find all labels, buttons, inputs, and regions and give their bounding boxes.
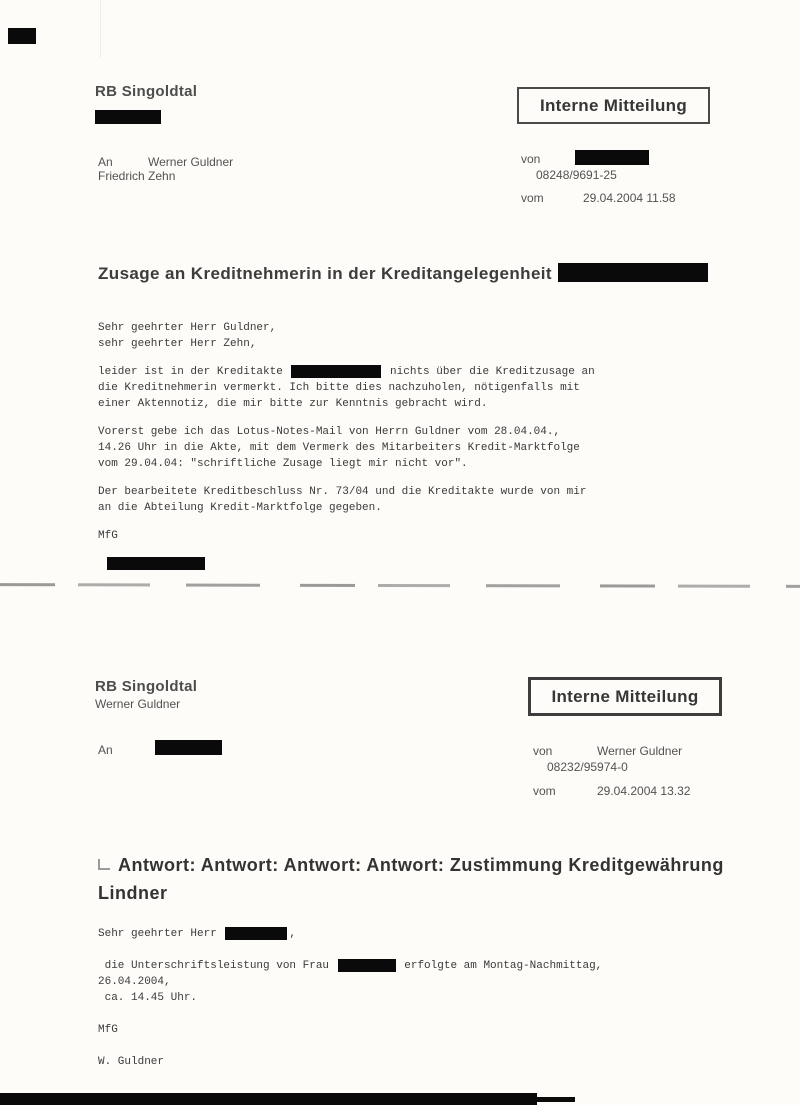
memo2-to-label: An (98, 743, 113, 757)
body-text: nichts über die Kreditzusage an (383, 366, 595, 378)
memo1-date-label: vom (521, 191, 544, 205)
scan-artifact-bottom-bar-tail (537, 1097, 575, 1102)
memo2-company-sub: Werner Guldner (95, 697, 181, 711)
body-line (98, 556, 595, 572)
memo1-interne-mitteilung-box (517, 87, 710, 124)
body-text: die Unterschriftsleistung von Frau (98, 960, 336, 972)
memo2-subject-line1 (98, 851, 788, 879)
memo1-header-redaction-bar (95, 110, 161, 124)
body-line (98, 472, 595, 484)
memo2-body (98, 926, 602, 1070)
body-line (98, 1006, 602, 1022)
body-line (98, 440, 595, 456)
body-line (98, 320, 595, 336)
memo1-subject-line (98, 263, 708, 284)
body-text: 26.04.2004, (98, 976, 171, 988)
body-line (98, 380, 595, 396)
body-text: Sehr geehrter Herr (98, 928, 224, 940)
body-text: sehr geehrter Herr Zehn, (98, 338, 257, 350)
memo2-recipient-redaction-bar (155, 740, 222, 755)
memo2-company-name: RB Singoldtal (95, 678, 198, 695)
body-line (98, 528, 595, 544)
redaction-bar (107, 557, 205, 570)
body-line (98, 990, 602, 1006)
memo2-subject-block (98, 851, 788, 907)
body-line (98, 1022, 602, 1038)
redaction-bar (291, 365, 381, 378)
redaction-bar (338, 959, 396, 972)
body-text: vom 29.04.04: "schriftliche Zusage liegt mir nicht vor". (98, 458, 468, 470)
body-line (98, 1038, 602, 1054)
body-line (98, 364, 595, 380)
memo2-date-value: 29.04.2004 13.32 (597, 784, 691, 798)
memo2-interne-mitteilung-box (528, 677, 722, 716)
memo2-sender-phone: 08232/95974-0 (547, 760, 628, 774)
body-text: MfG (98, 530, 118, 542)
memo1-to-label: An (98, 155, 113, 169)
body-text: Der bearbeitete Kreditbeschluss Nr. 73/04 und die Kreditakte wurde von mir (98, 486, 587, 498)
body-line (98, 942, 602, 958)
body-line (98, 974, 602, 990)
body-text: leider ist in der Kreditakte (98, 366, 290, 378)
body-line (98, 412, 595, 424)
memo1-from-label: von (521, 152, 541, 166)
body-line (98, 352, 595, 364)
memo1-recipient-2: Friedrich Zehn (98, 169, 176, 183)
body-text: erfolgte am Montag-Nachmittag, (397, 960, 603, 972)
memo2-date-label: vom (533, 784, 556, 798)
memo1-box-title: Interne Mitteilung (539, 95, 688, 115)
body-text: Sehr geehrter Herr Guldner, (98, 322, 277, 334)
memo1-body (98, 320, 595, 572)
memo2-sender-name: Werner Guldner (597, 744, 683, 758)
body-line (98, 544, 595, 556)
body-text: die Kreditnehmerin vermerkt. Ich bitte dies nachzuholen, nötigenfalls mit (98, 382, 580, 394)
body-line (98, 336, 595, 352)
body-text: W. Guldner (98, 1056, 165, 1068)
body-text: 14.26 Uhr in die Akte, mit dem Vermerk des Mitarbeiters Kredit-Marktfolge (98, 442, 580, 454)
scan-crease-line (100, 0, 101, 58)
reply-marker-icon (98, 859, 110, 870)
scan-artifact-mark (8, 28, 36, 44)
body-line (98, 926, 602, 942)
body-text: an die Abteilung Kredit-Marktfolge gegeben. (98, 502, 382, 514)
memo2-box-title: Interne Mitteilung (551, 686, 699, 706)
memo2-subject-line2: Lindner (98, 883, 168, 903)
body-text (98, 558, 105, 570)
body-text: MfG (98, 1024, 118, 1036)
body-line (98, 500, 595, 516)
body-line (98, 958, 602, 974)
body-text: einer Aktennotiz, die mir bitte zur Kenntnis gebracht wird. (98, 398, 488, 410)
memo1-date-value: 29.04.2004 11.58 (583, 191, 676, 205)
memo1-subject-text: Zusage an Kreditnehmerin in der Kreditangelegenheit (98, 264, 552, 283)
body-line (98, 456, 595, 472)
body-line (98, 516, 595, 528)
body-line (98, 424, 595, 440)
scan-artifact-bottom-bar (0, 1093, 537, 1105)
memo2-from-label: von (533, 744, 553, 758)
body-line (98, 396, 595, 412)
memo1-sender-redaction-bar (575, 150, 649, 165)
body-line (98, 1054, 602, 1070)
memo1-recipient-1: Werner Guldner (148, 155, 234, 169)
memo1-company-name: RB Singoldtal (95, 83, 198, 100)
body-text: ca. 14.45 Uhr. (98, 992, 198, 1004)
body-line (98, 484, 595, 500)
body-text: Vorerst gebe ich das Lotus-Notes-Mail von Herrn Guldner vom 28.04.04., (98, 426, 561, 438)
scan-page-divider (0, 583, 800, 588)
memo1-sender-phone: 08248/9691-25 (536, 168, 617, 182)
memo2-subject-text1: Antwort: Antwort: Antwort: Antwort: Zustimmung Kreditgewährung (118, 855, 724, 875)
redaction-bar (225, 927, 287, 940)
body-text: , (289, 928, 297, 940)
memo1-subject-redaction-bar (558, 263, 708, 282)
